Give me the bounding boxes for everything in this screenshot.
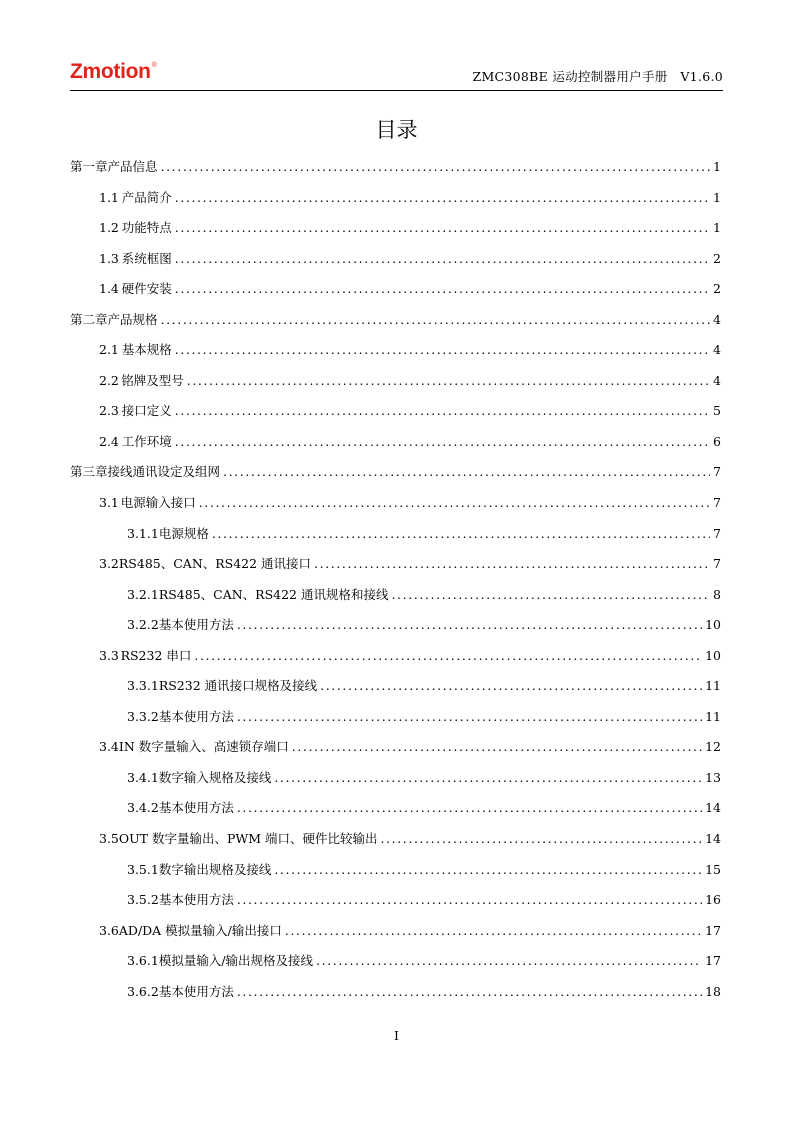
toc-entry[interactable] bbox=[70, 855, 721, 886]
dot-leader bbox=[175, 244, 710, 275]
toc-entry[interactable] bbox=[70, 977, 721, 1008]
toc-entry[interactable] bbox=[70, 396, 721, 427]
toc-entry-page: 1 bbox=[713, 220, 721, 236]
toc-entry-number: 3.4.1 bbox=[127, 769, 159, 785]
toc-entry-label: 数字输出规格及接线 bbox=[158, 861, 272, 877]
toc-entry-number: 3.2.2 bbox=[127, 617, 159, 633]
toc-entry-page: 4 bbox=[713, 372, 721, 388]
toc-entry-number: 3.3 bbox=[99, 647, 119, 663]
toc-entry-number: 2.1 bbox=[99, 342, 119, 358]
toc-entry-number: 3.6.1 bbox=[127, 953, 159, 969]
dot-leader bbox=[274, 855, 702, 886]
dot-leader bbox=[175, 335, 710, 366]
dot-leader bbox=[292, 732, 702, 763]
page-header bbox=[70, 58, 723, 91]
dot-leader bbox=[187, 366, 710, 397]
toc-entry-page: 2 bbox=[713, 281, 721, 297]
toc-entry-page: 10 bbox=[705, 617, 721, 633]
toc-entry-page: 15 bbox=[705, 861, 721, 877]
dot-leader bbox=[175, 396, 710, 427]
toc-entry-number: 2.3 bbox=[99, 403, 119, 419]
toc-entry-page: 17 bbox=[705, 953, 721, 969]
toc-entry[interactable] bbox=[70, 946, 721, 977]
toc-entry-label: 接线通讯设定及组网 bbox=[107, 464, 221, 480]
dot-leader bbox=[237, 793, 702, 824]
toc-entry[interactable] bbox=[70, 732, 721, 763]
toc-entry-number: 第三章 bbox=[70, 464, 108, 480]
toc-entry-label: RS485、CAN、RS422 通讯接口 bbox=[118, 556, 312, 572]
toc-entry[interactable] bbox=[70, 152, 721, 183]
toc-entry-page: 4 bbox=[713, 342, 721, 358]
toc-entry-label: 系统框图 bbox=[121, 250, 172, 266]
toc-entry-page: 7 bbox=[713, 464, 721, 480]
toc-entry-page: 2 bbox=[713, 250, 721, 266]
toc-entry-number: 3.5.2 bbox=[127, 892, 159, 908]
toc-entry-page: 14 bbox=[705, 831, 721, 847]
toc-entry[interactable] bbox=[70, 702, 721, 733]
toc-entry-page: 16 bbox=[705, 892, 721, 908]
toc-entry-label: 电源规格 bbox=[158, 525, 209, 541]
toc-entry-page: 1 bbox=[713, 189, 721, 205]
toc-entry-number: 2.4 bbox=[99, 433, 119, 449]
toc-entry[interactable] bbox=[70, 519, 721, 550]
toc-entry-label: 接口定义 bbox=[121, 403, 172, 419]
toc-entry[interactable] bbox=[70, 427, 721, 458]
dot-leader bbox=[237, 702, 702, 733]
toc-entry-label: 基本使用方法 bbox=[158, 983, 234, 999]
toc-entry-number: 3.4 bbox=[99, 739, 119, 755]
toc-entry[interactable] bbox=[70, 610, 721, 641]
toc-entry[interactable] bbox=[70, 824, 721, 855]
toc-entry[interactable] bbox=[70, 244, 721, 275]
toc-entry-label: 硬件安装 bbox=[121, 281, 172, 297]
toc-entry-page: 7 bbox=[713, 525, 721, 541]
toc-entry-page: 12 bbox=[705, 739, 721, 755]
dot-leader bbox=[175, 427, 710, 458]
toc-entry-page: 17 bbox=[705, 922, 721, 938]
toc-entry-label: IN 数字量输入、高速锁存端口 bbox=[118, 739, 289, 755]
toc-entry-label: RS485、CAN、RS422 通讯规格和接线 bbox=[158, 586, 389, 602]
dot-leader bbox=[175, 183, 710, 214]
toc-entry[interactable] bbox=[70, 793, 721, 824]
toc-entry[interactable] bbox=[70, 305, 721, 336]
dot-leader bbox=[237, 977, 702, 1008]
toc-entry[interactable] bbox=[70, 916, 721, 947]
toc-entry-number: 3.3.1 bbox=[127, 678, 159, 694]
toc-entry-label: RS232 通讯接口规格及接线 bbox=[158, 678, 318, 694]
toc-entry-label: 铭牌及型号 bbox=[121, 372, 184, 388]
dot-leader bbox=[194, 641, 702, 672]
header-title: ZMC308BE 运动控制器用户手册 V1.6.0 bbox=[472, 69, 723, 84]
toc-entry-number: 3.5.1 bbox=[127, 861, 159, 877]
toc-entry-label: 基本使用方法 bbox=[158, 708, 234, 724]
logo-text: Zmotion bbox=[70, 60, 151, 83]
toc-entry-page: 11 bbox=[705, 678, 721, 694]
toc-entry-page: 10 bbox=[705, 647, 721, 663]
toc-entry[interactable] bbox=[70, 274, 721, 305]
dot-leader bbox=[161, 152, 710, 183]
toc-entry-number: 3.2.1 bbox=[127, 586, 159, 602]
toc-entry-label: 基本使用方法 bbox=[158, 800, 234, 816]
toc-entry[interactable] bbox=[70, 671, 721, 702]
toc-entry-page: 13 bbox=[705, 769, 721, 785]
toc-entry-page: 5 bbox=[713, 403, 721, 419]
toc-entry[interactable] bbox=[70, 885, 721, 916]
toc-entry[interactable] bbox=[70, 457, 721, 488]
toc-title: 目录 bbox=[375, 118, 418, 142]
dot-leader bbox=[237, 885, 702, 916]
toc-entry-number: 1.3 bbox=[99, 250, 119, 266]
dot-leader bbox=[274, 763, 702, 794]
dot-leader bbox=[391, 580, 710, 611]
dot-leader bbox=[237, 610, 702, 641]
toc-entry-number: 3.1 bbox=[99, 495, 119, 511]
toc-entry-number: 3.5 bbox=[99, 831, 119, 847]
dot-leader bbox=[212, 519, 710, 550]
toc-entry-label: 产品简介 bbox=[121, 189, 172, 205]
toc-entry-page: 11 bbox=[705, 708, 721, 724]
toc-entry-label: 产品信息 bbox=[107, 159, 158, 174]
toc-entry-number: 3.1.1 bbox=[127, 525, 159, 541]
toc-entry[interactable] bbox=[70, 366, 721, 397]
toc-entry-label: 基本使用方法 bbox=[158, 617, 234, 633]
toc-entry-label: RS232 串口 bbox=[120, 647, 192, 663]
toc-entry[interactable] bbox=[70, 213, 721, 244]
toc-entry[interactable] bbox=[70, 335, 721, 366]
toc-entry-page: 18 bbox=[705, 983, 721, 999]
toc-entry-number: 3.4.2 bbox=[127, 800, 159, 816]
toc-entry-label: 基本使用方法 bbox=[158, 892, 234, 908]
toc-entry-label: 基本规格 bbox=[121, 342, 172, 358]
dot-leader bbox=[175, 213, 710, 244]
dot-leader bbox=[381, 824, 703, 855]
dot-leader bbox=[199, 488, 710, 519]
toc-entry-page: 14 bbox=[705, 800, 721, 816]
toc-entry-number: 3.6 bbox=[99, 922, 119, 938]
toc-entry-number: 3.2 bbox=[99, 556, 119, 572]
toc-entry-label: 电源输入接口 bbox=[120, 495, 196, 511]
zmotion-logo bbox=[70, 60, 157, 84]
toc-entry-number: 3.6.2 bbox=[127, 983, 159, 999]
toc-entry[interactable] bbox=[70, 641, 721, 672]
toc-entry[interactable] bbox=[70, 549, 721, 580]
toc-entry-label: 产品规格 bbox=[107, 311, 158, 327]
toc-entry-page: 1 bbox=[713, 159, 721, 174]
toc-entry-label: 功能特点 bbox=[121, 220, 172, 236]
dot-leader bbox=[320, 671, 702, 702]
toc-entry[interactable] bbox=[70, 580, 721, 611]
toc-entry[interactable] bbox=[70, 488, 721, 519]
toc-entry-label: AD/DA 模拟量输入/输出接口 bbox=[118, 922, 282, 938]
toc-entry-page: 6 bbox=[713, 433, 721, 449]
toc-entry-page: 7 bbox=[713, 556, 721, 572]
toc-entry-number: 1.1 bbox=[99, 189, 119, 205]
toc-entry-label: 数字输入规格及接线 bbox=[158, 769, 272, 785]
dot-leader bbox=[285, 916, 702, 947]
dot-leader bbox=[175, 274, 710, 305]
toc-entry[interactable] bbox=[70, 763, 721, 794]
toc-entry-label: OUT 数字量输出、PWM 端口、硬件比较输出 bbox=[118, 831, 378, 847]
dot-leader bbox=[314, 549, 710, 580]
toc-entry-number: 2.2 bbox=[99, 372, 119, 388]
dot-leader bbox=[161, 305, 710, 336]
toc-entry-label: 工作环境 bbox=[121, 433, 172, 449]
toc-entry-number: 第二章 bbox=[70, 311, 108, 327]
toc-entry-label: 模拟量输入/输出规格及接线 bbox=[158, 953, 314, 969]
toc-entry-page: 4 bbox=[713, 311, 721, 327]
toc-entry-number: 1.4 bbox=[99, 281, 119, 297]
toc-entry-number: 1.2 bbox=[99, 220, 119, 236]
registered-mark: ® bbox=[151, 62, 157, 69]
toc-entry-page: 7 bbox=[713, 495, 721, 511]
toc-entry-number: 3.3.2 bbox=[127, 708, 159, 724]
footer-page-number: I bbox=[394, 1028, 399, 1043]
toc-entry[interactable] bbox=[70, 183, 721, 214]
dot-leader bbox=[223, 457, 710, 488]
toc-entry-number: 第一章 bbox=[70, 159, 108, 174]
toc-entry-page: 8 bbox=[713, 586, 721, 602]
table-of-contents bbox=[70, 152, 721, 1007]
dot-leader bbox=[316, 946, 702, 977]
